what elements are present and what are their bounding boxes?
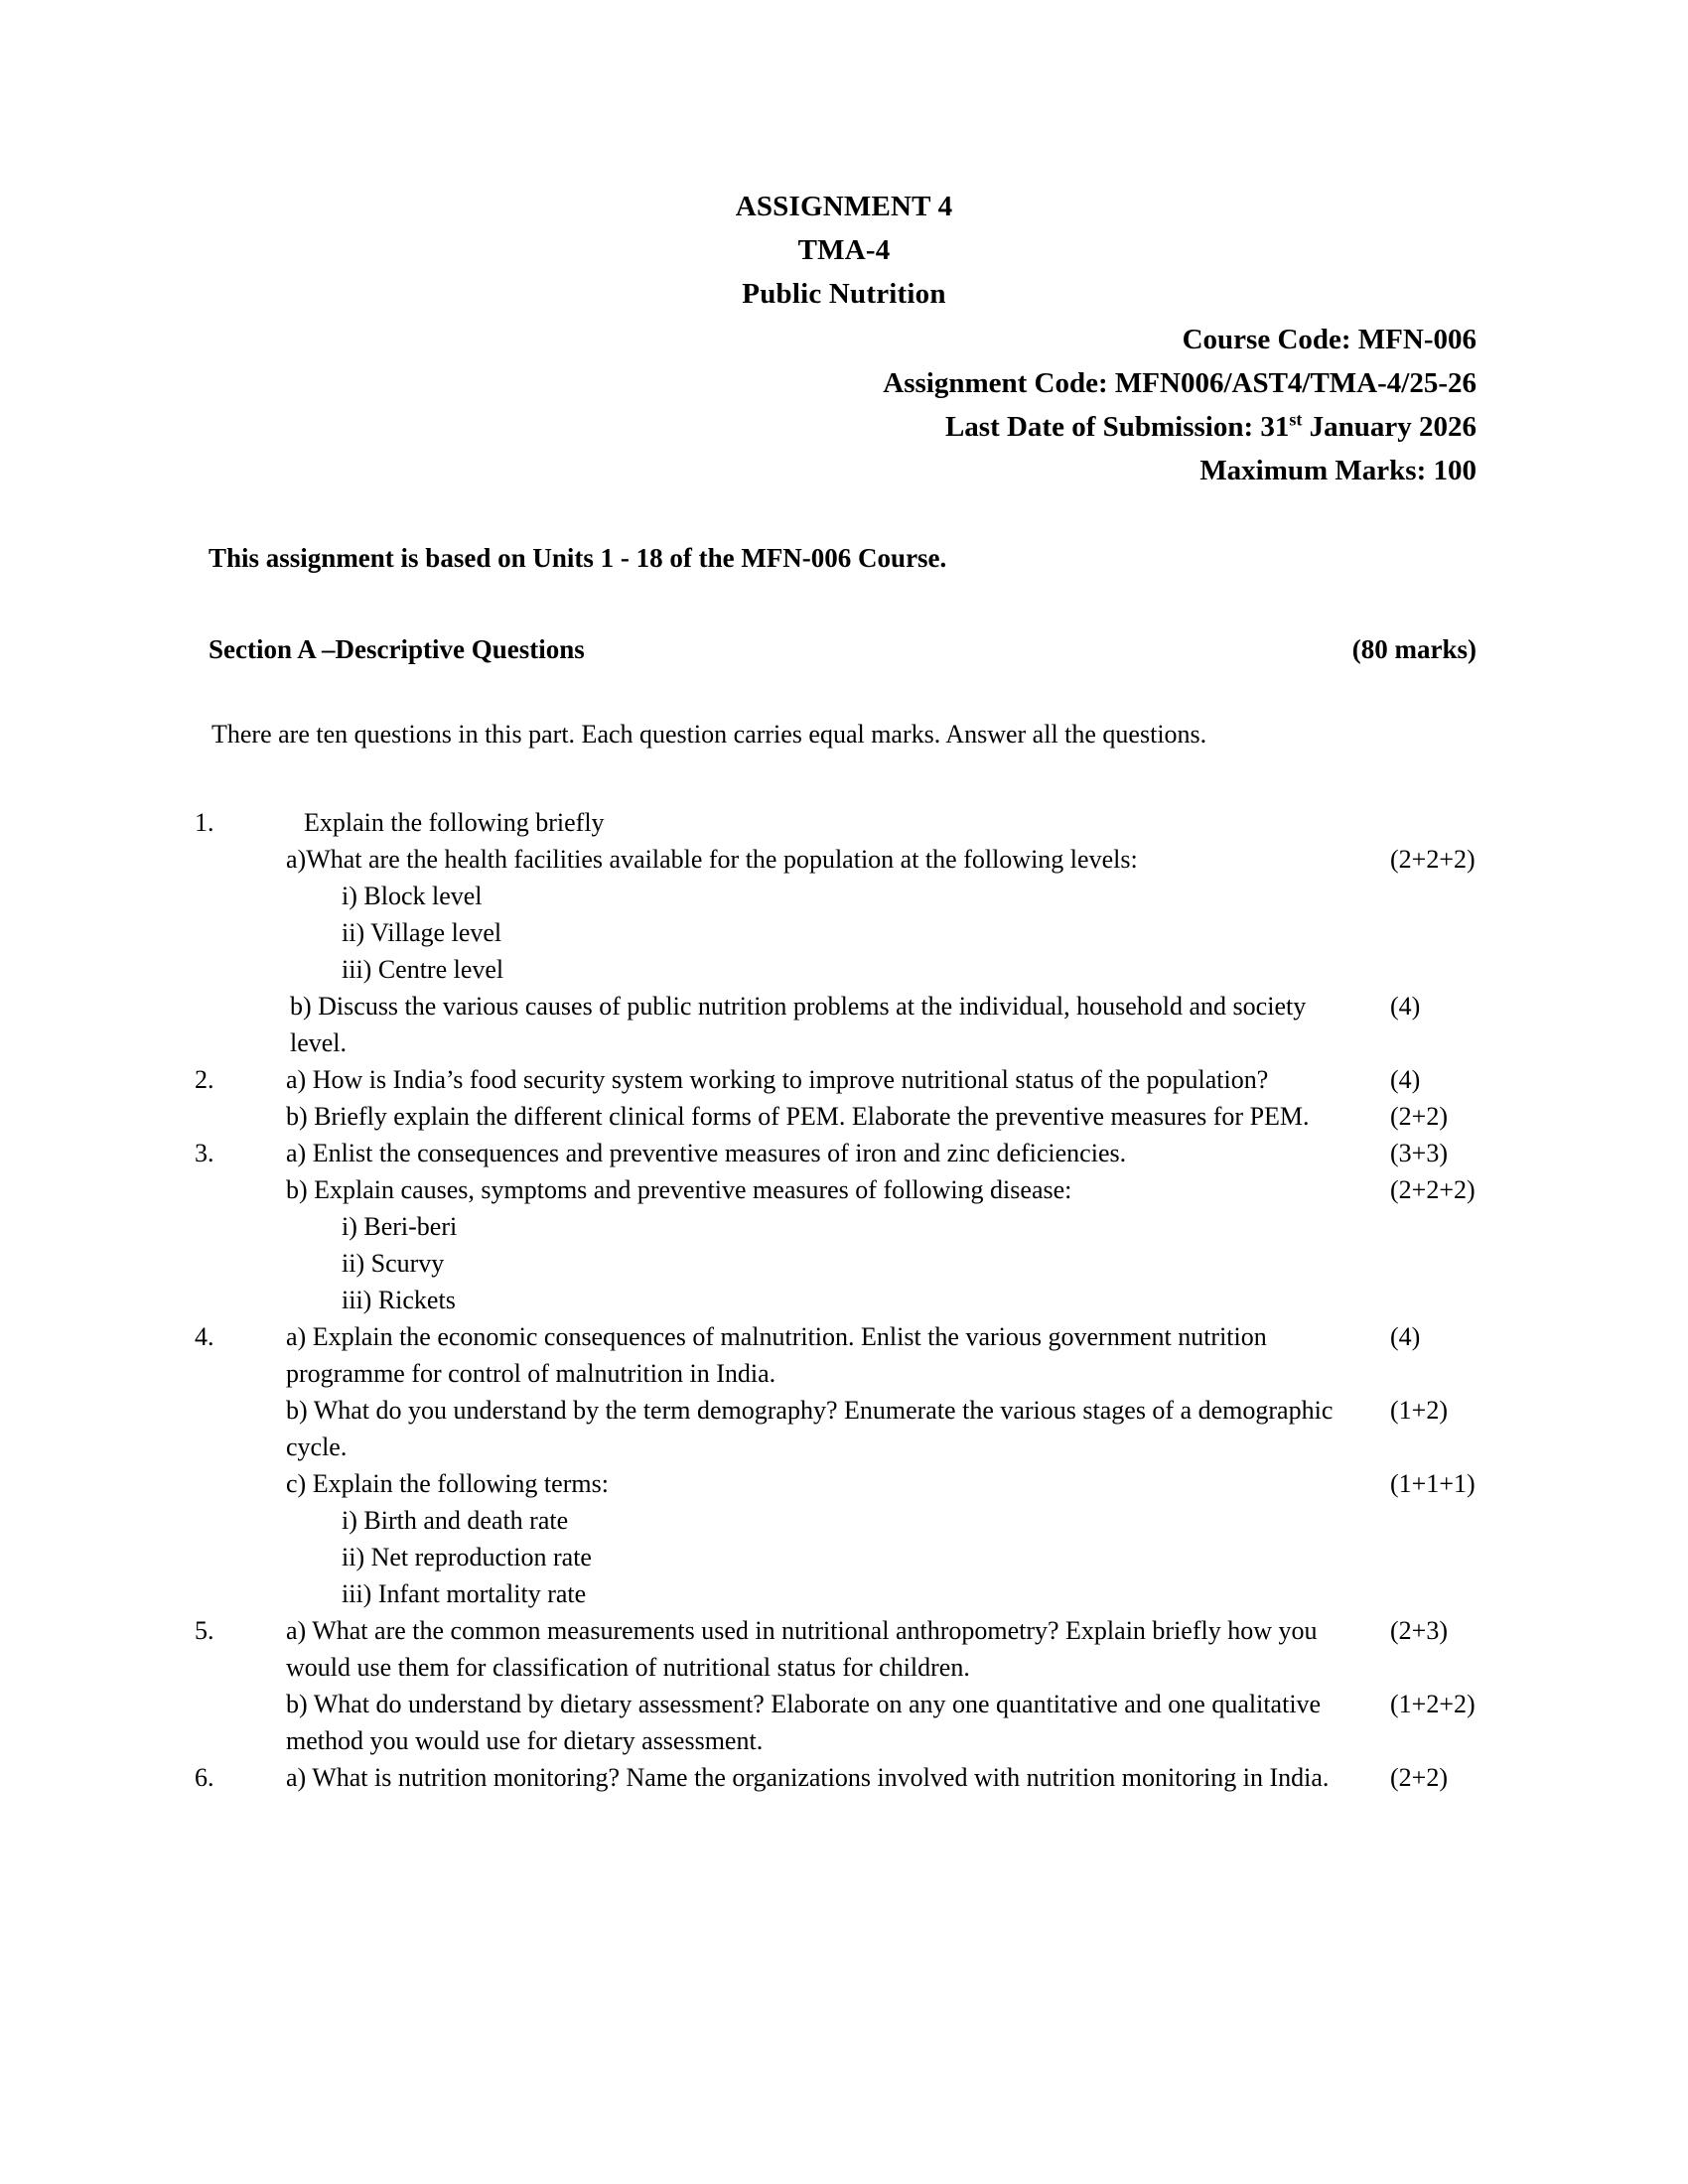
question-part-label: i) Block level <box>342 882 483 910</box>
question-part-label: a) How is India’s food security system working to improve nutritional status of the population? <box>286 1065 1269 1094</box>
question-part-text <box>286 951 1368 988</box>
section-a-title: Section A –Descriptive Questions <box>209 634 585 664</box>
question-marks: (3+3) <box>1390 1139 1448 1167</box>
question-line <box>0 1135 1688 1171</box>
question-marks: (4) <box>1390 992 1421 1021</box>
question-part-label: a) Enlist the consequences and preventive measures of iron and zinc deficiencies. <box>286 1139 1127 1167</box>
question-line <box>0 1318 1688 1392</box>
question-part-text <box>286 914 1368 951</box>
question-line <box>0 1575 1688 1612</box>
question-part-text <box>286 878 1368 914</box>
question-part-label: a)What are the health facilities available for the population at the following levels: <box>286 845 1138 874</box>
question-marks: (1+1+1) <box>1390 1469 1476 1498</box>
question-part-text <box>286 804 1368 841</box>
question-line <box>0 1612 1688 1686</box>
question-marks: (2+2+2) <box>1390 1175 1476 1204</box>
question-line <box>0 1098 1688 1135</box>
question-part-label: iii) Infant mortality rate <box>342 1579 587 1608</box>
question-part-text <box>286 1392 1368 1465</box>
question-marks: (4) <box>1390 1322 1421 1351</box>
course-subject-title: Public Nutrition <box>742 278 946 310</box>
question-part-label: b) Explain causes, symptoms and preventive measures of following disease: <box>286 1175 1072 1204</box>
question-line <box>0 804 1688 841</box>
question-part-label: iii) Rickets <box>342 1286 456 1314</box>
question-number: 2. <box>195 1065 214 1094</box>
assignment-title: ASSIGNMENT 4 <box>735 191 953 222</box>
question-part-text <box>286 988 1368 1061</box>
question-number: 6. <box>195 1763 214 1792</box>
question-part-text <box>286 1282 1368 1318</box>
question-part-label: i) Beri-beri <box>342 1212 458 1241</box>
question-part-label: iii) Centre level <box>342 955 504 984</box>
question-marks: (2+2) <box>1390 1102 1448 1131</box>
question-part-text <box>286 1098 1368 1135</box>
questions-list <box>0 804 1688 1796</box>
question-marks: (2+2+2) <box>1390 845 1476 874</box>
question-part-text <box>286 1686 1368 1759</box>
question-part-label: b) What do understand by dietary assessment? Elaborate on any one quantitative and one qualitative method you would use for dietary assessment. <box>286 1690 1322 1755</box>
tma-subtitle: TMA-4 <box>797 234 891 266</box>
question-part-text <box>286 1245 1368 1282</box>
question-marks: (2+3) <box>1390 1616 1448 1645</box>
question-part-text <box>286 1135 1368 1171</box>
question-part-label: a) Explain the economic consequences of malnutrition. Enlist the various government nutrition programme for control of malnutrition in India. <box>286 1322 1267 1388</box>
question-line <box>0 1282 1688 1318</box>
question-part-text <box>286 1759 1368 1796</box>
question-part-label: Explain the following briefly <box>304 808 605 837</box>
question-part-label: a) What is nutrition monitoring? Name the organizations involved with nutrition monitoring in India. <box>286 1763 1330 1792</box>
question-part-label: b) What do you understand by the term demography? Enumerate the various stages of a demographic cycle. <box>286 1396 1334 1461</box>
question-line <box>0 1686 1688 1759</box>
question-line <box>0 1061 1688 1098</box>
question-line <box>0 1759 1688 1796</box>
question-part-label: ii) Village level <box>342 918 502 947</box>
question-line <box>0 1392 1688 1465</box>
question-line <box>0 1171 1688 1208</box>
submission-ordinal: st <box>1289 409 1303 430</box>
question-line <box>0 988 1688 1061</box>
question-part-text <box>286 1502 1368 1539</box>
section-a-heading-row <box>0 631 1688 667</box>
question-part-label: ii) Scurvy <box>342 1249 445 1278</box>
question-number: 3. <box>195 1139 214 1167</box>
question-line <box>0 1245 1688 1282</box>
question-part-text <box>286 1612 1368 1686</box>
question-part-text <box>286 1171 1368 1208</box>
question-part-text <box>286 1465 1368 1502</box>
header-course-meta <box>0 318 1688 492</box>
question-part-text <box>286 1208 1368 1245</box>
question-marks: (2+2) <box>1390 1763 1448 1792</box>
question-line <box>0 1465 1688 1502</box>
submission-prefix: Last Date of Submission: 31 <box>944 411 1290 443</box>
last-date-of-submission <box>0 405 1477 449</box>
document-header <box>0 0 1688 492</box>
question-part-text <box>286 1539 1368 1575</box>
submission-suffix: January 2026 <box>1302 411 1477 443</box>
question-part-label: b) Discuss the various causes of public nutrition problems at the individual, household and society level. <box>290 992 1307 1057</box>
question-line <box>0 841 1688 878</box>
question-number: 4. <box>195 1322 214 1351</box>
header-center-titles <box>0 185 1688 316</box>
question-part-text <box>286 1318 1368 1392</box>
question-part-label: c) Explain the following terms: <box>286 1469 609 1498</box>
question-line <box>0 1539 1688 1575</box>
question-line <box>0 1502 1688 1539</box>
question-part-label: b) Briefly explain the different clinical forms of PEM. Elaborate the preventive measures for PEM. <box>286 1102 1310 1131</box>
question-part-text <box>286 841 1368 878</box>
question-part-text <box>286 1061 1368 1098</box>
question-part-text <box>286 1575 1368 1612</box>
question-part-label: a) What are the common measurements used in nutritional anthropometry? Explain briefly how you would use them for classification of nutritional status for children. <box>286 1616 1318 1682</box>
question-number: 5. <box>195 1616 214 1645</box>
question-part-label: ii) Net reproduction rate <box>342 1543 592 1571</box>
question-marks: (1+2) <box>1390 1396 1448 1425</box>
question-number: 1. <box>195 808 214 837</box>
assignment-code: Assignment Code: MFN006/AST4/TMA-4/25-26 <box>883 367 1477 399</box>
question-line <box>0 1208 1688 1245</box>
section-a-instructions: There are ten questions in this part. Each question carries equal marks. Answer all the questions. <box>211 720 1207 749</box>
question-line <box>0 914 1688 951</box>
course-code: Course Code: MFN-006 <box>1182 324 1477 355</box>
question-part-label: i) Birth and death rate <box>342 1506 569 1535</box>
question-marks: (4) <box>1390 1065 1421 1094</box>
assignment-basis-note: This assignment is based on Units 1 - 18 of the MFN-006 Course. <box>209 543 947 573</box>
maximum-marks: Maximum Marks: 100 <box>1199 455 1477 486</box>
question-marks: (1+2+2) <box>1390 1690 1476 1718</box>
question-line <box>0 951 1688 988</box>
question-line <box>0 878 1688 914</box>
section-a-marks: (80 marks) <box>1351 634 1477 664</box>
